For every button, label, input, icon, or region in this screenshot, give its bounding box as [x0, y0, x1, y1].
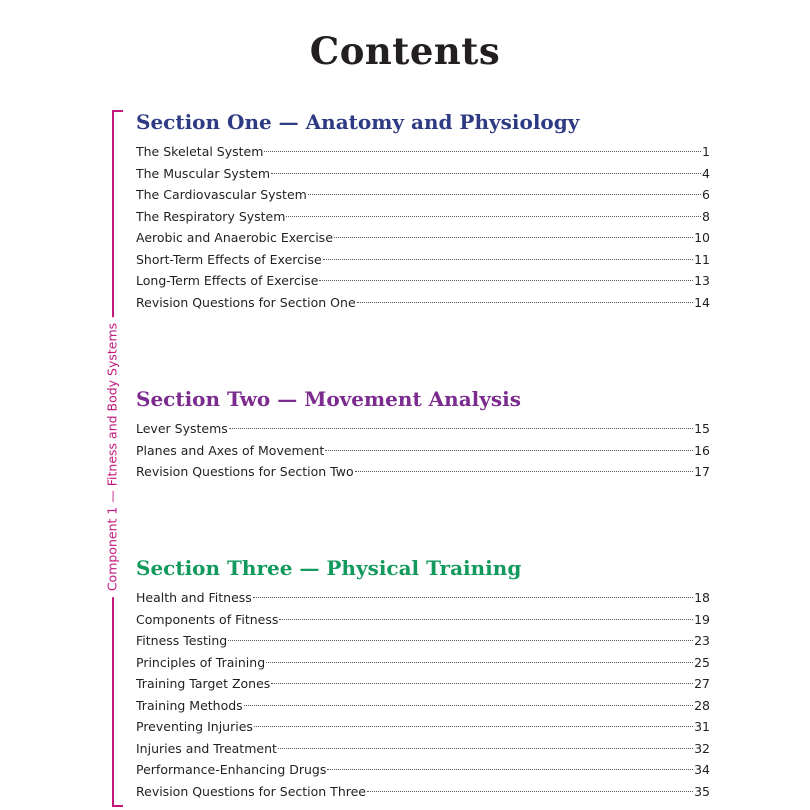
- dot-leader: [355, 471, 693, 472]
- toc-entry-title: The Respiratory System: [136, 208, 286, 224]
- toc-entry[interactable]: [136, 461, 710, 483]
- dot-leader: [264, 151, 701, 152]
- toc-entry-page: 16: [694, 442, 710, 458]
- toc-entry-page: 27: [694, 676, 710, 691]
- dot-leader: [286, 216, 701, 217]
- toc-entry-title: Training Methods: [136, 697, 243, 713]
- toc-entry[interactable]: [136, 673, 710, 695]
- dot-leader: [229, 428, 693, 429]
- toc-entry-page: 4: [702, 165, 710, 181]
- component-side-label: Component 1 — Fitness and Body Systems: [105, 317, 120, 597]
- toc-entry[interactable]: [136, 206, 710, 228]
- toc-entry-page: 17: [694, 464, 710, 479]
- toc-entry[interactable]: [136, 292, 710, 314]
- toc-entry-page: 28: [694, 697, 710, 713]
- section-two: [136, 387, 710, 483]
- toc-entry[interactable]: [136, 163, 710, 185]
- toc-entry[interactable]: [136, 695, 710, 717]
- side-bracket-bottom-cap: [112, 805, 123, 807]
- dot-leader: [367, 791, 693, 792]
- toc-entry-title: Long-Term Effects of Exercise: [136, 273, 319, 288]
- toc-entry-title: The Muscular System: [136, 165, 271, 181]
- toc-entry[interactable]: [136, 141, 710, 163]
- toc-entry-title: Aerobic and Anaerobic Exercise: [136, 230, 333, 245]
- dot-leader: [279, 619, 693, 620]
- dot-leader: [319, 280, 693, 281]
- toc-entry-title: Short-Term Effects of Exercise: [136, 251, 322, 267]
- dot-leader: [325, 450, 693, 451]
- dot-leader: [323, 259, 693, 260]
- toc-entry[interactable]: [136, 630, 710, 652]
- dot-leader: [254, 726, 693, 727]
- dot-leader: [253, 597, 693, 598]
- toc-entry-page: 13: [694, 273, 710, 288]
- toc-entry-page: 14: [694, 294, 710, 310]
- toc-entry[interactable]: [136, 249, 710, 271]
- toc-entry[interactable]: [136, 759, 710, 781]
- toc-entry[interactable]: [136, 609, 710, 631]
- toc-list: [136, 141, 710, 313]
- toc-entry-page: 10: [694, 230, 710, 245]
- dot-leader: [244, 705, 693, 706]
- toc-entry-title: The Skeletal System: [136, 144, 264, 159]
- toc-entry[interactable]: [136, 184, 710, 206]
- toc-entry[interactable]: [136, 716, 710, 738]
- dot-leader: [271, 173, 701, 174]
- toc-entry-title: The Cardiovascular System: [136, 187, 307, 202]
- page-title: Contents: [309, 28, 501, 73]
- toc-entry-title: Performance-Enhancing Drugs: [136, 762, 327, 777]
- toc-entry-title: Training Target Zones: [136, 676, 271, 691]
- toc-entry-page: 32: [694, 740, 710, 756]
- toc-entry-page: 11: [694, 251, 710, 267]
- toc-entry[interactable]: [136, 270, 710, 292]
- toc-entry[interactable]: [136, 738, 710, 760]
- toc-entry-page: 25: [694, 654, 710, 670]
- dot-leader: [266, 662, 693, 663]
- dot-leader: [228, 640, 693, 641]
- toc-entry-page: 18: [694, 590, 710, 605]
- side-bracket-top-cap: [112, 110, 123, 112]
- section-one: [136, 110, 710, 313]
- dot-leader: [308, 194, 701, 195]
- toc-entry-page: 31: [694, 719, 710, 734]
- toc-entry-page: 23: [694, 633, 710, 648]
- toc-entry-title: Injuries and Treatment: [136, 740, 277, 756]
- toc-entry-title: Revision Questions for Section Two: [136, 464, 354, 479]
- toc-entry-page: 1: [702, 144, 710, 159]
- toc-entry-title: Components of Fitness: [136, 611, 279, 627]
- toc-entry-page: 34: [694, 762, 710, 777]
- toc-entry-title: Preventing Injuries: [136, 719, 253, 734]
- toc-entry[interactable]: [136, 652, 710, 674]
- toc-entry-page: 15: [694, 421, 710, 436]
- dot-leader: [334, 237, 693, 238]
- toc-entry-page: 35: [694, 783, 710, 799]
- toc-entry[interactable]: [136, 440, 710, 462]
- toc-entry-title: Planes and Axes of Movement: [136, 442, 325, 458]
- toc-entry[interactable]: [136, 227, 710, 249]
- section-heading: Section One — Anatomy and Physiology: [136, 110, 580, 134]
- dot-leader: [357, 302, 693, 303]
- dot-leader: [327, 769, 693, 770]
- toc-entry-page: 8: [702, 208, 710, 224]
- toc-entry-title: Fitness Testing: [136, 633, 228, 648]
- section-heading: Section Two — Movement Analysis: [136, 387, 521, 411]
- toc-entry-title: Lever Systems: [136, 421, 228, 436]
- toc-entry[interactable]: [136, 781, 710, 803]
- toc-entry-page: 19: [694, 611, 710, 627]
- toc-entry[interactable]: [136, 587, 710, 609]
- toc-entry-title: Revision Questions for Section One: [136, 294, 356, 310]
- toc-entry[interactable]: [136, 418, 710, 440]
- dot-leader: [278, 748, 693, 749]
- section-heading: Section Three — Physical Training: [136, 556, 522, 580]
- toc-list: [136, 587, 710, 802]
- toc-entry-title: Revision Questions for Section Three: [136, 783, 366, 799]
- toc-entry-title: Health and Fitness: [136, 590, 252, 605]
- toc-entry-page: 6: [702, 187, 710, 202]
- section-three: [136, 556, 710, 802]
- dot-leader: [271, 683, 693, 684]
- toc-list: [136, 418, 710, 483]
- toc-entry-title: Principles of Training: [136, 654, 266, 670]
